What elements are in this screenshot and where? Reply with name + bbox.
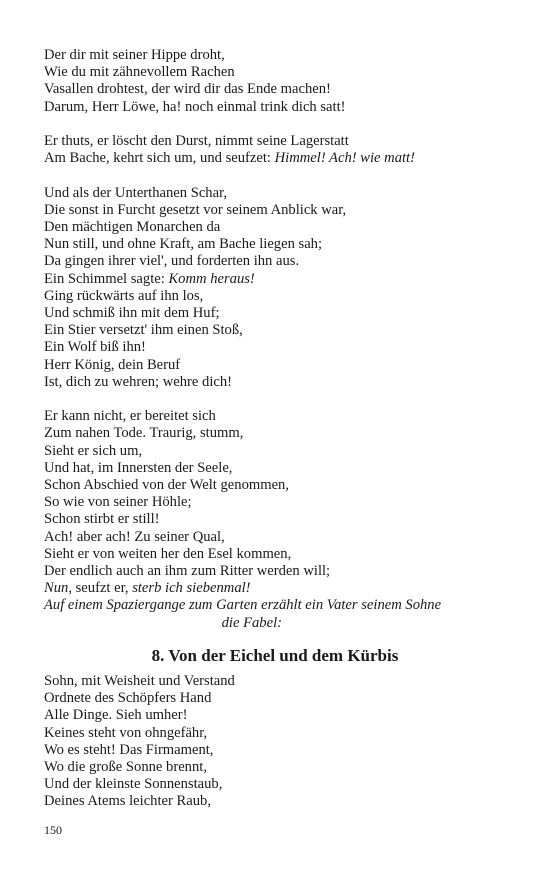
stanza-4 <box>44 408 514 632</box>
verse-line: Da gingen ihrer viel', und forderten ihn aus. <box>44 253 300 270</box>
verse-line: Ein Wolf biß ihn! <box>44 339 146 356</box>
verse-line: Schon stirbt er still! <box>44 511 160 528</box>
verse-line: Und schmiß ihn mit dem Huf; <box>44 305 220 322</box>
verse-line: Wie du mit zähnevollem Rachen <box>44 64 235 81</box>
verse-line: Ordnete des Schöpfers Hand <box>44 690 212 707</box>
verse-line: Ach! aber ach! Zu seiner Qual, <box>44 528 225 545</box>
verse-line: Nun still, und ohne Kraft, am Bache liegen sah; <box>44 236 323 253</box>
verse-line <box>44 580 514 597</box>
verse-line: Herr König, dein Beruf <box>44 356 181 373</box>
verse-line: Die sonst in Furcht gesetzt vor seinem Anblick war, <box>44 201 347 218</box>
verse-text: seufzt er, <box>71 580 133 597</box>
verse-line: Er thuts, er löscht den Durst, nimmt seine Lagerstatt <box>44 133 349 149</box>
verse-line: Und der kleinste Sonnenstaub, <box>44 776 223 793</box>
verse-line: Der dir mit seiner Hippe droht, <box>44 47 225 63</box>
verse-line: Vasallen drohtest, der wird dir das Ende machen! <box>44 81 331 98</box>
verse-line: Und hat, im Innersten der Seele, <box>44 459 233 476</box>
verse-italic-text: Himmel! Ach! wie matt! <box>274 150 415 167</box>
verse-italic-text: Nun, <box>44 580 72 597</box>
verse-line: Schon Abschied von der Welt genommen, <box>44 477 289 494</box>
verse-text: Am Bache, kehrt sich um, und seufzet: <box>44 150 275 167</box>
verse-line: Den mächtigen Monarchen da <box>44 219 221 235</box>
verse-line: Ist, dich zu wehren; wehre dich! <box>44 373 233 390</box>
verse-line: Sieht er sich um, <box>44 442 143 459</box>
stanza-3 <box>44 185 514 391</box>
verse-line: Wo die große Sonne brennt, <box>44 759 207 776</box>
verse-text: Ein Schimmel sagte: <box>44 270 169 287</box>
verse-line: Wo es steht! Das Firmament, <box>44 741 214 758</box>
poem-eichel-kuerbis <box>44 673 514 811</box>
verse-italic-text: Komm heraus! <box>168 270 255 287</box>
verse-line <box>44 271 514 288</box>
verse-line: Und als der Unterthanen Schar, <box>44 184 227 201</box>
intro-line-end: die Fabel: <box>221 614 282 631</box>
verse-line: Sohn, mit Weisheit und Verstand <box>44 673 235 689</box>
section-title: 8. Von der Eichel und dem Kürbis <box>151 646 399 665</box>
verse-line: Sieht er von weiten her den Esel kommen, <box>44 545 292 562</box>
verse-line: Alle Dinge. Sieh umher! <box>44 707 188 724</box>
verse-line: Zum nahen Tode. Traurig, stumm, <box>44 425 244 442</box>
verse-line: Der endlich auch an ihm zum Ritter werden will; <box>44 563 331 580</box>
stanza-1 <box>44 47 514 116</box>
verse-italic-text: sterb ich siebenmal! <box>132 580 251 597</box>
verse-line: Ging rückwärts auf ihn los, <box>44 287 204 304</box>
verse-line <box>44 150 514 167</box>
verse-line: Er kann nicht, er bereitet sich <box>44 408 216 425</box>
stanza-2 <box>44 133 514 167</box>
verse-line: Ein Stier versetzt' ihm einen Stoß, <box>44 322 243 339</box>
intro-line: Auf einem Spaziergange zum Garten erzählt ein Vater seinem Sohne <box>44 597 442 614</box>
verse-line: So wie von seiner Höhle; <box>44 494 192 511</box>
verse-line: Keines steht von ohngefähr, <box>44 724 208 741</box>
verse-line: Darum, Herr Löwe, ha! noch einmal trink dich satt! <box>44 98 346 115</box>
poem-text-continued <box>44 47 514 632</box>
page-number: 150 <box>44 823 62 837</box>
verse-line: Deines Atems leichter Raub, <box>44 793 211 810</box>
